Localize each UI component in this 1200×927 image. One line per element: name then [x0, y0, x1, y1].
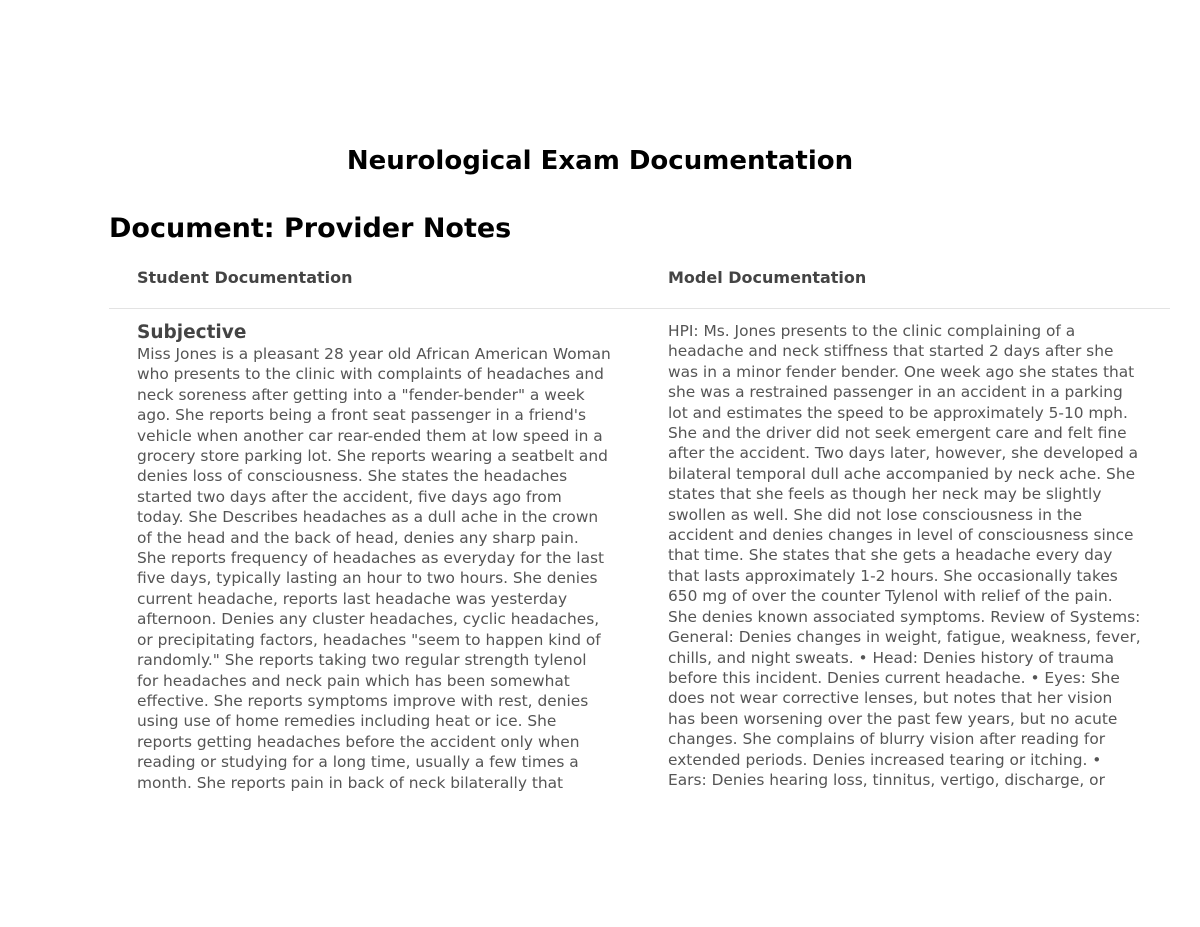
student-text-line: Miss Jones is a pleasant 28 year old African American Woman: [137, 345, 611, 363]
student-text-line: grocery store parking lot. She reports wearing a seatbelt and: [137, 447, 608, 466]
model-text-line: was in a minor fender bender. One week ago she states that: [668, 362, 1135, 381]
model-text-line: she was a restrained passenger in an accident in a parking: [668, 383, 1123, 402]
model-text-line: She denies known associated symptoms. Review of Systems:: [668, 607, 1141, 626]
student-text-line: today. She Describes headaches as a dull ache in the crown: [137, 508, 599, 527]
student-text-line: five days, typically lasting an hour to two hours. She denies: [137, 569, 598, 588]
page-title: Neurological Exam Documentation: [346, 146, 854, 176]
student-documentation-header: Student Documentation: [137, 268, 353, 287]
student-text-line: neck soreness after getting into a "fender-bender" a week: [137, 385, 585, 404]
model-text-line: headache and neck stiffness that started 2 days after she: [668, 342, 1114, 361]
student-text-line: afternoon. Denies any cluster headaches, cyclic headaches,: [137, 610, 600, 629]
student-text-line: reports getting headaches before the accident only when: [137, 732, 580, 751]
model-text-line: General: Denies changes in weight, fatigue, weakness, fever,: [668, 628, 1141, 647]
model-text-line: Ears: Denies hearing loss, tinnitus, vertigo, discharge, or: [668, 770, 1105, 789]
model-text-line: She and the driver did not seek emergent care and felt fine: [668, 424, 1127, 443]
model-text-line: that time. She states that she gets a headache every day: [668, 546, 1113, 565]
model-text-line: lot and estimates the speed to be approximately 5-10 mph.: [668, 403, 1128, 422]
student-text-line: randomly." She reports taking two regular strength tylenol: [137, 651, 587, 670]
model-text-line: has been worsening over the past few years, but no acute: [668, 709, 1118, 728]
student-text-line: vehicle when another car rear-ended them at low speed in a: [137, 426, 603, 445]
model-text-line: before this incident. Denies current headache. • Eyes: She: [668, 668, 1120, 687]
student-text-line: who presents to the clinic with complaints of headaches and: [137, 365, 604, 384]
student-text-line: ago. She reports being a front seat passenger in a friend's: [137, 406, 586, 425]
student-text-line: of the head and the back of head, denies any sharp pain.: [137, 528, 579, 547]
model-text-line: 650 mg of over the counter Tylenol with relief of the pain.: [668, 587, 1113, 606]
model-text-line: HPI: Ms. Jones presents to the clinic complaining of a: [668, 322, 1076, 340]
student-text-line: started two days after the accident, five days ago from: [137, 487, 562, 506]
model-documentation-text: [668, 321, 1141, 790]
student-text-line: for headaches and neck pain which has been somewhat: [137, 671, 570, 690]
student-text-line: She reports frequency of headaches as everyday for the last: [137, 549, 605, 568]
header-divider: [109, 308, 1170, 309]
student-text-line: or precipitating factors, headaches "seem to happen kind of: [137, 630, 601, 649]
document-title: Document: Provider Notes: [109, 213, 512, 244]
model-text-line: accident and denies changes in level of consciousness since: [668, 526, 1134, 545]
model-text-line: chills, and night sweats. • Head: Denies history of trauma: [668, 648, 1115, 667]
subjective-heading: Subjective: [137, 322, 247, 343]
model-text-line: does not wear corrective lenses, but notes that her vision: [668, 689, 1113, 708]
model-text-line: after the accident. Two days later, however, she developed a: [668, 444, 1139, 463]
model-text-line: changes. She complains of blurry vision after reading for: [668, 730, 1106, 749]
student-text-line: effective. She reports symptoms improve with rest, denies: [137, 691, 589, 710]
student-text-line: using use of home remedies including heat or ice. She: [137, 712, 557, 731]
student-text-line: current headache, reports last headache was yesterday: [137, 589, 568, 608]
model-documentation-header: Model Documentation: [668, 268, 867, 287]
model-text-line: states that she feels as though her neck may be slightly: [668, 485, 1102, 504]
model-text-line: swollen as well. She did not lose consciousness in the: [668, 505, 1083, 524]
model-text-line: extended periods. Denies increased tearing or itching. •: [668, 750, 1102, 769]
model-text-line: that lasts approximately 1-2 hours. She occasionally takes: [668, 566, 1118, 585]
student-text-line: month. She reports pain in back of neck bilaterally that: [137, 773, 564, 792]
model-text-line: bilateral temporal dull ache accompanied by neck ache. She: [668, 464, 1136, 483]
student-documentation-text: [137, 344, 611, 793]
student-text-line: denies loss of consciousness. She states the headaches: [137, 467, 568, 486]
student-text-line: reading or studying for a long time, usually a few times a: [137, 753, 579, 772]
